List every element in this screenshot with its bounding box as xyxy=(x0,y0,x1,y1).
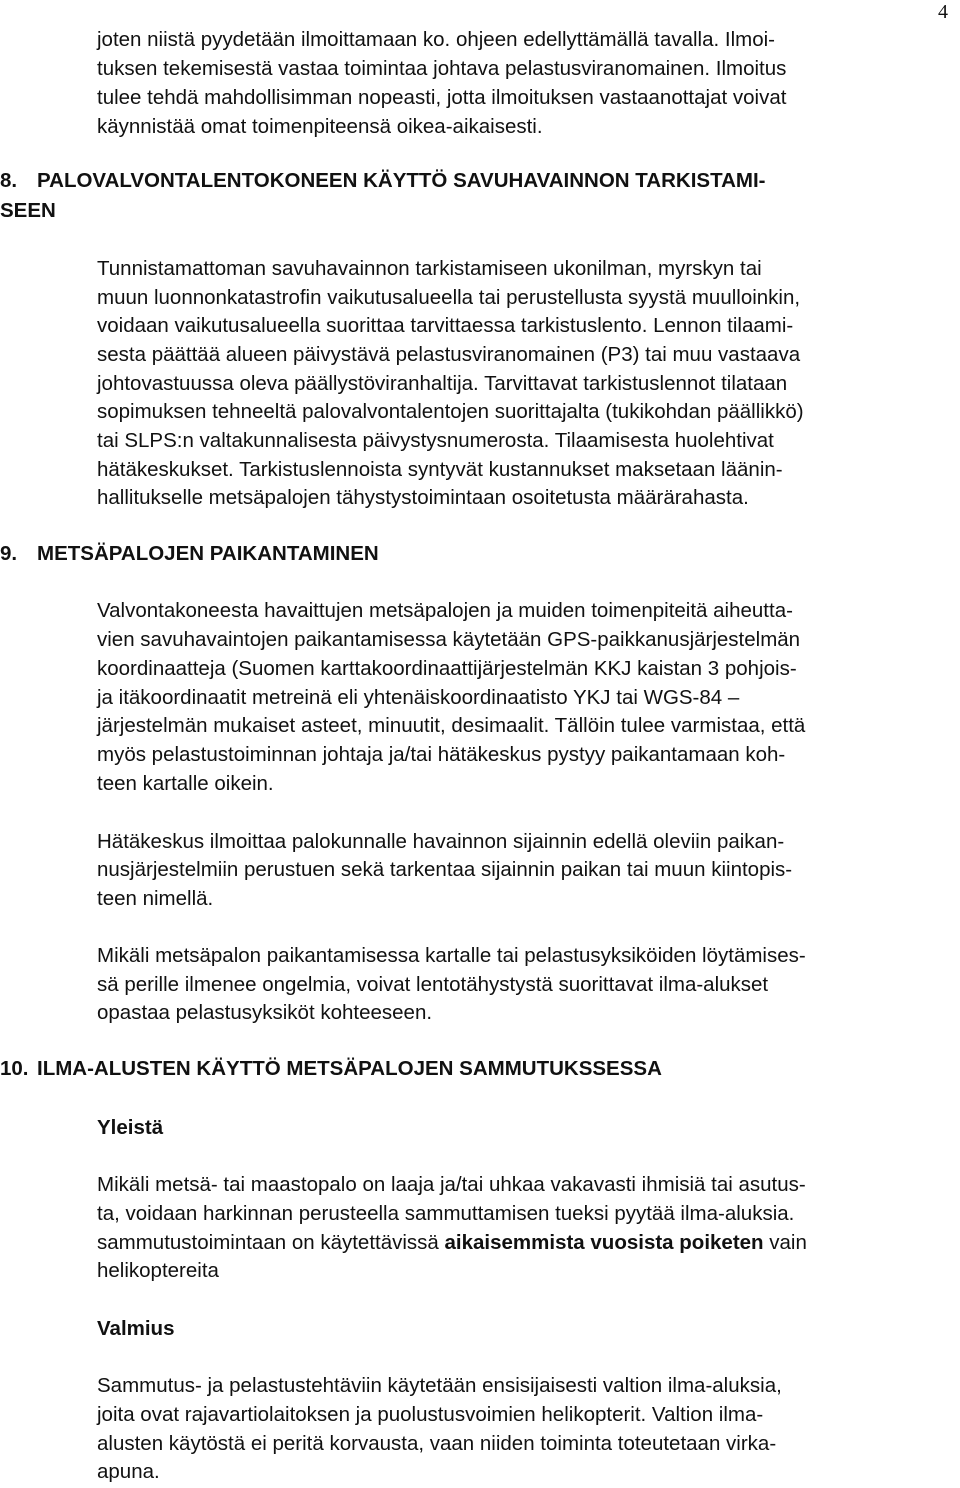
section-9-line: teen nimellä. xyxy=(97,887,214,910)
section-8-line: sopimuksen tehneeltä palovalvontalentojen suorittajalta (tukikohdan päällikkö) xyxy=(97,400,804,423)
section-8-title: PALOVALVONTALENTOKONEEN KÄYTTÖ SAVUHAVAINNON TARKISTAMI- xyxy=(37,169,766,192)
intro-line: joten niistä pyydetään ilmoittamaan ko. ohjeen edellyttämällä tavalla. Ilmoi- xyxy=(97,28,776,51)
section-10-line: helikoptereita xyxy=(97,1259,219,1282)
section-9-line: myös pelastustoiminnan johtaja ja/tai hätäkeskus pystyy paikantamaan koh- xyxy=(97,743,786,766)
section-9-line: ja itäkoordinaatit metreinä eli yhtenäiskoordinaatisto YKJ tai WGS-84 – xyxy=(97,686,740,709)
section-10-line: alusten käytöstä ei peritä korvausta, vaan niiden toiminta toteutetaan virka- xyxy=(97,1432,777,1455)
subsection-yleista-title: Yleistä xyxy=(97,1116,164,1139)
section-9-line: Hätäkeskus ilmoittaa palokunnalle havainnon sijainnin edellä oleviin paikan- xyxy=(97,830,785,853)
section-8-line: hätäkeskukset. Tarkistuslennoista syntyvät kustannukset maksetaan läänin- xyxy=(97,458,783,481)
intro-line: tulee tehdä mahdollisimman nopeasti, jotta ilmoituksen vastaanottajat voivat xyxy=(97,86,787,109)
subsection-valmius-title: Valmius xyxy=(97,1317,175,1340)
section-10-line: joita ovat rajavartiolaitoksen ja puolustusvoimien helikopterit. Valtion ilma- xyxy=(97,1403,764,1426)
page-number: 4 xyxy=(938,1,948,23)
section-8-line: Tunnistamattoman savuhavainnon tarkistamiseen ukonilman, myrskyn tai xyxy=(97,257,762,280)
section-8-number: 8. xyxy=(0,169,18,192)
section-9-line: vien savuhavaintojen paikantamisessa käytetään GPS-paikkanusjärjestelmän xyxy=(97,628,801,651)
section-9-line: teen kartalle oikein. xyxy=(97,772,274,795)
section-8-line: sesta päättää alueen päivystävä pelastusviranomainen (P3) tai muu vastaava xyxy=(97,343,801,366)
section-10-line: Mikäli metsä- tai maastopalo on laaja ja/tai uhkaa vakavasti ihmisiä tai asutus- xyxy=(97,1173,806,1196)
emphasis-text: aikaisemmista vuosista poiketen xyxy=(444,1231,764,1254)
intro-line: tuksen tekemisestä vastaa toimintaa johtava pelastusviranomainen. Ilmoitus xyxy=(97,57,787,80)
section-9-number: 9. xyxy=(0,542,18,565)
section-9-line: opastaa pelastusyksiköt kohteeseen. xyxy=(97,1001,433,1024)
section-8-line: johtovastuussa oleva päällystöviranhaltija. Tarvittavat tarkistuslennot tilataan xyxy=(97,372,788,395)
section-8-line: tai SLPS:n valtakunnalisesta päivystysnumerosta. Tilaamisesta huolehtivat xyxy=(97,429,774,452)
section-10-text: sammutustoimintaan on käytettävissä xyxy=(97,1231,445,1254)
intro-line: käynnistää omat toimenpiteensä oikea-aikaisesti. xyxy=(97,115,543,138)
section-9-line: nusjärjestelmiin perustuen sekä tarkentaa sijainnin paikan tai muun kiintopis- xyxy=(97,858,793,881)
section-8-title-cont: SEEN xyxy=(0,199,56,222)
section-9-line: järjestelmän mukaiset asteet, minuutit, desimaalit. Tällöin tulee varmistaa, että xyxy=(97,714,806,737)
section-10-text: vain xyxy=(763,1231,807,1254)
section-8-line: hallitukselle metsäpalojen tähystystoimintaan osoitetusta määrärahasta. xyxy=(97,486,749,509)
section-10-line xyxy=(97,1228,807,1257)
section-9-line: Valvontakoneesta havaittujen metsäpalojen ja muiden toimenpiteitä aiheutta- xyxy=(97,599,793,622)
section-8-line: muun luonnonkatastrofin vaikutusalueella tai perustellusta syystä muulloinkin, xyxy=(97,286,801,309)
section-10-line: ta, voidaan harkinnan perusteella sammuttamisen tueksi pyytää ilma-aluksia. xyxy=(97,1202,795,1225)
section-10-line: apuna. xyxy=(97,1460,160,1483)
section-9-line: sä perille ilmenee ongelmia, voivat lentotähystystä suorittavat ilma-alukset xyxy=(97,973,769,996)
section-8-line: voidaan vaikutusalueella suorittaa tarvittaessa tarkistuslento. Lennon tilaami- xyxy=(97,314,794,337)
section-10-number: 10. xyxy=(0,1057,29,1080)
section-10-line: Sammutus- ja pelastustehtäviin käytetään ensisijaisesti valtion ilma-aluksia, xyxy=(97,1374,782,1397)
section-10-title: ILMA-ALUSTEN KÄYTTÖ METSÄPALOJEN SAMMUTUKSSESSA xyxy=(37,1057,662,1080)
section-9-line: Mikäli metsäpalon paikantamisessa kartalle tai pelastusyksiköiden löytämises- xyxy=(97,944,806,967)
section-9-line: koordinaatteja (Suomen karttakoordinaattijärjestelmän KKJ kaistan 3 pohjois- xyxy=(97,657,797,680)
section-9-title: METSÄPALOJEN PAIKANTAMINEN xyxy=(37,542,379,565)
